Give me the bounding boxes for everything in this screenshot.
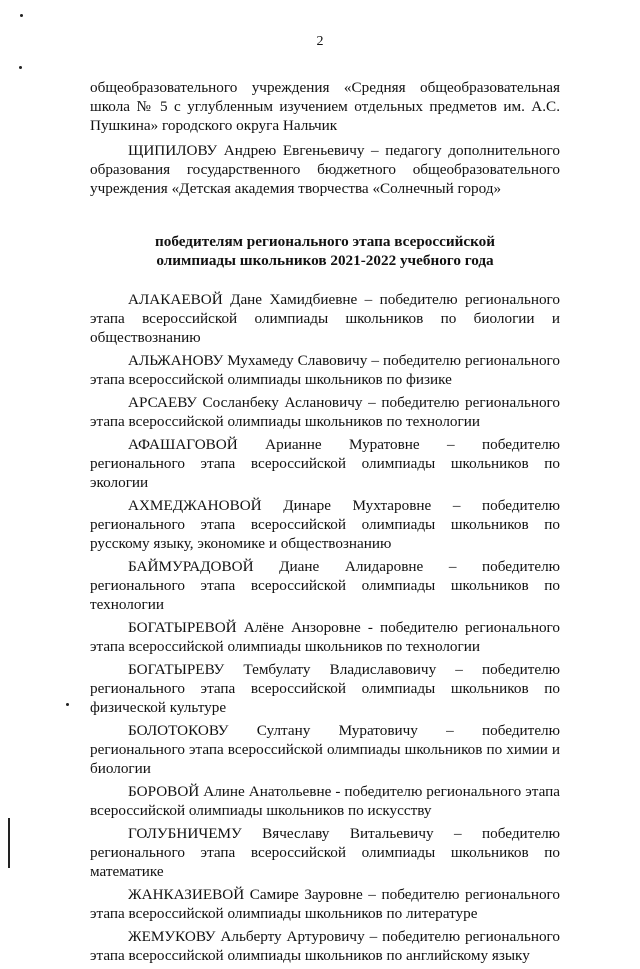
scan-speck <box>66 703 69 706</box>
winner-entry: АФАШАГОВОЙ Арианне Муратовне – победителю регионального этапа всероссийской олимпиады школьников по экологии <box>90 436 560 491</box>
winner-entry: ГОЛУБНИЧЕМУ Вячеславу Витальевичу – победителю регионального этапа всероссийской олимпиады школьников по математике <box>90 825 560 880</box>
winner-entry: БОЛОТОКОВУ Султану Муратовичу – победителю регионального этапа всероссийской олимпиады школьников по химии и биологии <box>90 722 560 777</box>
winner-entry: АРСАЕВУ Сосланбеку Аслановичу – победителю регионального этапа всероссийской олимпиады школьников по технологии <box>90 394 560 430</box>
winner-entry: БАЙМУРАДОВОЙ Диане Алидаровне – победителю регионального этапа всероссийской олимпиады школьников по технологии <box>90 558 560 613</box>
scan-speck <box>19 66 22 69</box>
scan-edge-line <box>8 818 10 868</box>
winner-entry: АЛАКАЕВОЙ Дане Хамидбиевне – победителю регионального этапа всероссийской олимпиады школьников по биологии и обществознанию <box>90 291 560 346</box>
page-number: 2 <box>316 34 324 49</box>
winner-entry: ЖАНКАЗИЕВОЙ Самире Зауровне – победителю регионального этапа всероссийской олимпиады школьников по литературе <box>90 886 560 922</box>
section-heading-line: олимпиады школьников 2021-2022 учебного года <box>156 252 494 269</box>
winner-entry: ЖЕМУКОВУ Альберту Артуровичу – победителю регионального этапа всероссийской олимпиады школьников по английскому языку <box>90 928 560 964</box>
continuation-paragraph: общеобразовательного учреждения «Средняя общеобразовательная школа № 5 с углубленным изучением отдельных предметов им. А.С. Пушкина» городского округа Нальчик <box>90 79 560 134</box>
winner-entry: БОРОВОЙ Алине Анатольевне - победителю регионального этапа всероссийской олимпиады школьников по искусству <box>90 783 560 819</box>
winner-entry: АХМЕДЖАНОВОЙ Динаре Мухтаровне – победителю регионального этапа всероссийской олимпиады школьников по русскому языку, экономике и обществознанию <box>90 497 560 552</box>
winner-entry: БОГАТЫРЕВОЙ Алёне Анзоровне - победителю регионального этапа всероссийской олимпиады школьников по технологии <box>90 619 560 655</box>
continuation-paragraph: ЩИПИЛОВУ Андрею Евгеньевичу – педагогу дополнительного образования государственного бюджетного общеобразовательного учреждения «Детская академия творчества «Солнечный город» <box>90 142 560 197</box>
section-heading <box>90 232 560 270</box>
winner-entry: АЛЬЖАНОВУ Мухамеду Славовичу – победителю регионального этапа всероссийской олимпиады школьников по физике <box>90 352 560 388</box>
document-body <box>90 78 560 969</box>
section-heading-line: победителям регионального этапа всероссийской <box>155 233 495 250</box>
winner-entry: БОГАТЫРЕВУ Тембулату Владиславовичу – победителю регионального этапа всероссийской олимпиады школьников по физической культуре <box>90 661 560 716</box>
scan-speck <box>20 14 23 17</box>
